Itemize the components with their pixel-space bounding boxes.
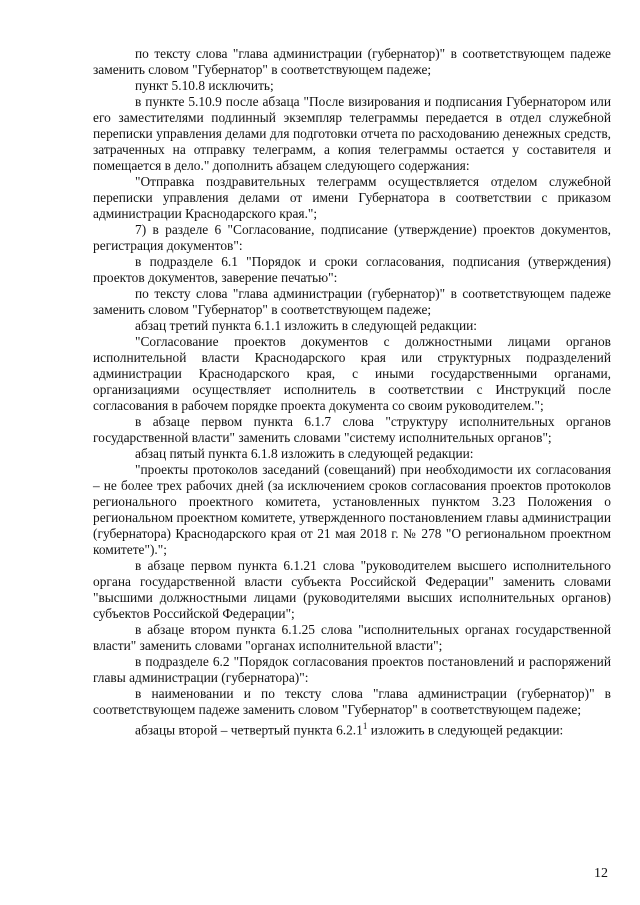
paragraph: в наименовании и по тексту слова "глава администрации (губернатор)" в соответствующем падеже заменить словом "Губернатор" в соответствующем падеже; [93, 686, 611, 717]
page-number: 12 [594, 866, 608, 881]
paragraph-last-tail: изложить в следующей редакции: [367, 722, 564, 738]
paragraph: абзац пятый пункта 6.1.8 изложить в следующей редакции: [135, 446, 474, 461]
paragraph: в абзаце первом пункта 6.1.21 слова "руководителем высшего исполнительного органа государственной власти субъекта Российской Федерации" заменить словами "высшими должностными лицами (руководителями высших исполнительных органов) субъектов Российской Федерации"; [93, 558, 611, 621]
paragraph: по тексту слова "глава администрации (губернатор)" в соответствующем падеже заменить словом "Губернатор" в соответствующем падеже; [93, 46, 611, 77]
paragraph: в абзаце первом пункта 6.1.7 слова "структуру исполнительных органов государственной власти" заменить словами "систему исполнительных органов"; [93, 414, 611, 445]
paragraph: "Отправка поздравительных телеграмм осуществляется отделом служебной переписки управления делами от имени Губернатора в соответствии с приказом администрации Краснодарского края."; [93, 174, 611, 221]
paragraph: пункт 5.10.8 исключить; [135, 78, 274, 93]
superscript: 1 [362, 721, 368, 731]
paragraph: "проекты протоколов заседаний (совещаний) при необходимости их согласования – не более трех рабочих дней (за исключением сроков согласования проектов протоколов регионального проектного комитета, установленных пунктом 3.23 Положения о региональном проектном комитете, утвержденного постановлением главы администрации (губернатора) Краснодарского края от 21 мая 2018 г. № 278 "О региональном проектном комитете")."; [93, 462, 611, 557]
paragraph-last [93, 718, 611, 738]
paragraph: в подразделе 6.2 "Порядок согласования проектов постановлений и распоряжений главы администрации (губернатора)": [93, 654, 611, 685]
paragraph: в абзаце втором пункта 6.1.25 слова "исполнительных органах государственной власти" заменить словами "органах исполнительной власти"; [93, 622, 611, 653]
paragraph-last-text: абзацы второй – четвертый пункта 6.2.1 [135, 722, 363, 738]
paragraph: 7) в разделе 6 "Согласование, подписание (утверждение) проектов документов, регистрация документов": [93, 222, 611, 253]
paragraph: по тексту слова "глава администрации (губернатор)" в соответствующем падеже заменить словом "Губернатор" в соответствующем падеже; [93, 286, 611, 317]
paragraph: "Согласование проектов документов с должностными лицами органов исполнительной власти Краснодарского края или структурных подразделений администрации Краснодарского края, с иными государственными органами, организациями осуществляет исполнитель в соответствии с Инструкций после согласования в рабочем порядке проекта документа со своим руководителем."; [93, 334, 611, 413]
paragraph: в пункте 5.10.9 после абзаца "После визирования и подписания Губернатором или его заместителями подлинный экземпляр телеграммы передается в отдел служебной переписки управления делами для подготовки отчета по расходованию денежных средств, затраченных на отправку телеграмм, а копия телеграммы остается у составителя и помещается в дело." дополнить абзацем следующего содержания: [93, 94, 611, 173]
document-body [93, 46, 611, 738]
paragraph: абзац третий пункта 6.1.1 изложить в следующей редакции: [135, 318, 477, 333]
paragraph: в подразделе 6.1 "Порядок и сроки согласования, подписания (утверждения) проектов документов, заверение печатью": [93, 254, 611, 285]
